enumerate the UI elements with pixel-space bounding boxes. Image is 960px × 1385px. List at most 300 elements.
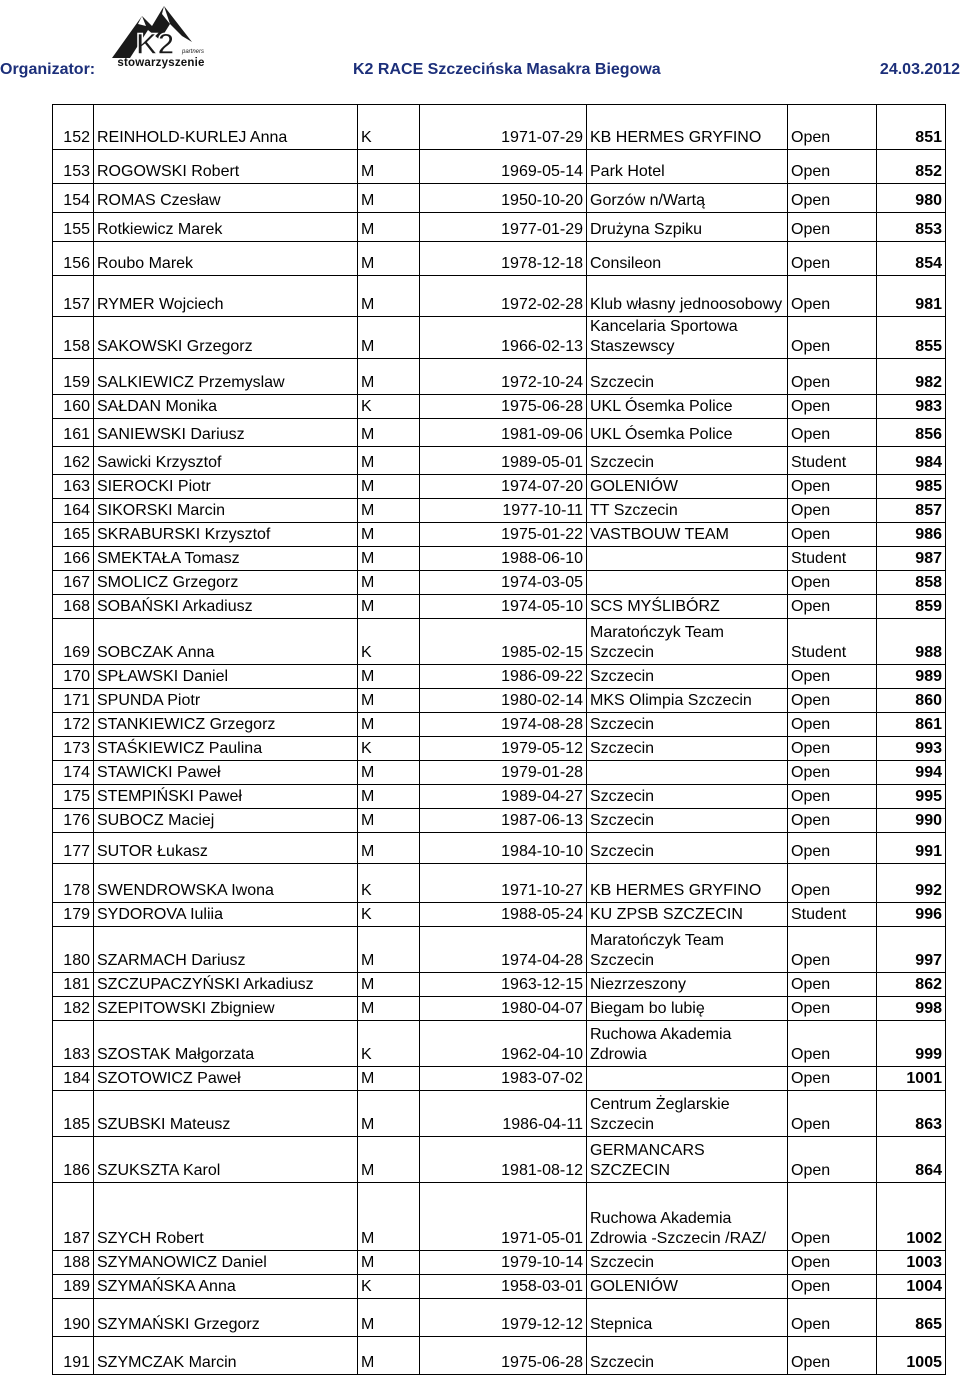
club-name: MKS Olimpia Szczecin xyxy=(587,689,788,713)
birth-date: 1975-01-22 xyxy=(420,523,587,547)
competitor-name: SMEKTAŁA Tomasz xyxy=(94,547,358,571)
birth-date: 1979-12-12 xyxy=(420,1299,587,1337)
competitor-sex: M xyxy=(358,317,420,359)
competitor-name: SAŁDAN Monika xyxy=(94,395,358,419)
club-name: GOLENIÓW xyxy=(587,475,788,499)
competitor-name: SMOLICZ Grzegorz xyxy=(94,571,358,595)
category: Open xyxy=(788,785,877,809)
table-row xyxy=(53,973,946,997)
start-number: 863 xyxy=(877,1091,946,1137)
club-name: Szczecin xyxy=(587,833,788,864)
birth-date: 1972-02-28 xyxy=(420,276,587,317)
competitor-name: STEMPIŃSKI Paweł xyxy=(94,785,358,809)
club-name: Centrum Żeglarskie Szczecin xyxy=(587,1091,788,1137)
category: Open xyxy=(788,1021,877,1067)
competitor-sex: M xyxy=(358,833,420,864)
results-table xyxy=(52,104,946,1375)
table-row xyxy=(53,1299,946,1337)
row-number: 191 xyxy=(53,1337,94,1375)
birth-date: 1974-03-05 xyxy=(420,571,587,595)
table-row xyxy=(53,1091,946,1137)
competitor-name: ROMAS Czesław xyxy=(94,184,358,213)
start-number: 986 xyxy=(877,523,946,547)
competitor-name: SALKIEWICZ Przemyslaw xyxy=(94,359,358,395)
competitor-sex: M xyxy=(358,1251,420,1275)
table-row xyxy=(53,833,946,864)
table-row xyxy=(53,213,946,242)
birth-date: 1975-06-28 xyxy=(420,1337,587,1375)
category: Open xyxy=(788,1251,877,1275)
table-row xyxy=(53,1275,946,1299)
results-rows xyxy=(53,105,946,1375)
start-number: 996 xyxy=(877,903,946,927)
start-number: 862 xyxy=(877,973,946,997)
competitor-sex: M xyxy=(358,689,420,713)
club-name: Maratończyk Team Szczecin xyxy=(587,927,788,973)
competitor-sex: M xyxy=(358,1299,420,1337)
table-row xyxy=(53,1067,946,1091)
row-number: 154 xyxy=(53,184,94,213)
birth-date: 1974-04-28 xyxy=(420,927,587,973)
category: Open xyxy=(788,276,877,317)
category: Open xyxy=(788,689,877,713)
start-number: 982 xyxy=(877,359,946,395)
club-name: GERMANCARS SZCZECIN xyxy=(587,1137,788,1183)
birth-date: 1986-09-22 xyxy=(420,665,587,689)
row-number: 158 xyxy=(53,317,94,359)
competitor-name: REINHOLD-KURLEJ Anna xyxy=(94,105,358,150)
category: Open xyxy=(788,571,877,595)
birth-date: 1974-05-10 xyxy=(420,595,587,619)
row-number: 186 xyxy=(53,1137,94,1183)
start-number: 990 xyxy=(877,809,946,833)
birth-date: 1979-01-28 xyxy=(420,761,587,785)
competitor-name: Sawicki Krzysztof xyxy=(94,447,358,475)
start-number: 994 xyxy=(877,761,946,785)
competitor-sex: M xyxy=(358,1091,420,1137)
birth-date: 1981-08-12 xyxy=(420,1137,587,1183)
start-number: 865 xyxy=(877,1299,946,1337)
club-name: Szczecin xyxy=(587,359,788,395)
competitor-name: STAWICKI Paweł xyxy=(94,761,358,785)
table-row xyxy=(53,619,946,665)
row-number: 189 xyxy=(53,1275,94,1299)
competitor-sex: M xyxy=(358,1183,420,1251)
row-number: 167 xyxy=(53,571,94,595)
start-number: 987 xyxy=(877,547,946,571)
competitor-sex: M xyxy=(358,595,420,619)
club-name: Szczecin xyxy=(587,737,788,761)
table-row xyxy=(53,1337,946,1375)
competitor-name: SAKOWSKI Grzegorz xyxy=(94,317,358,359)
event-date: 24.03.2012 xyxy=(879,61,960,78)
row-number: 153 xyxy=(53,150,94,184)
category: Open xyxy=(788,1299,877,1337)
birth-date: 1987-06-13 xyxy=(420,809,587,833)
category: Open xyxy=(788,1091,877,1137)
row-number: 181 xyxy=(53,973,94,997)
table-row xyxy=(53,447,946,475)
row-number: 183 xyxy=(53,1021,94,1067)
category: Open xyxy=(788,419,877,447)
competitor-sex: M xyxy=(358,276,420,317)
competitor-name: SZYMANOWICZ Daniel xyxy=(94,1251,358,1275)
competitor-name: SIKORSKI Marcin xyxy=(94,499,358,523)
table-row xyxy=(53,737,946,761)
club-name: Kancelaria Sportowa Staszewscy xyxy=(587,317,788,359)
start-number: 989 xyxy=(877,665,946,689)
birth-date: 1963-12-15 xyxy=(420,973,587,997)
category: Open xyxy=(788,1337,877,1375)
row-number: 163 xyxy=(53,475,94,499)
category: Open xyxy=(788,595,877,619)
club-name: Niezrzeszony xyxy=(587,973,788,997)
birth-date: 1979-05-12 xyxy=(420,737,587,761)
competitor-sex: M xyxy=(358,571,420,595)
birth-date: 1980-02-14 xyxy=(420,689,587,713)
row-number: 156 xyxy=(53,242,94,276)
competitor-sex: M xyxy=(358,523,420,547)
start-number: 980 xyxy=(877,184,946,213)
organizer-label: Organizator: xyxy=(0,61,96,78)
row-number: 182 xyxy=(53,997,94,1021)
birth-date: 1985-02-15 xyxy=(420,619,587,665)
category: Open xyxy=(788,359,877,395)
logo-subtitle: stowarzyszenie xyxy=(117,57,205,69)
competitor-name: SANIEWSKI Dariusz xyxy=(94,419,358,447)
table-row xyxy=(53,242,946,276)
club-name: KB HERMES GRYFINO xyxy=(587,864,788,903)
start-number: 1004 xyxy=(877,1275,946,1299)
table-row xyxy=(53,499,946,523)
table-row xyxy=(53,997,946,1021)
competitor-sex: K xyxy=(358,1021,420,1067)
birth-date: 1979-10-14 xyxy=(420,1251,587,1275)
club-name: Ruchowa Akademia Zdrowia -Szczecin /RAZ/ xyxy=(587,1183,788,1251)
competitor-sex: M xyxy=(358,665,420,689)
club-name: Szczecin xyxy=(587,447,788,475)
competitor-sex: M xyxy=(358,475,420,499)
competitor-sex: M xyxy=(358,1137,420,1183)
competitor-name: SOBCZAK Anna xyxy=(94,619,358,665)
category: Open xyxy=(788,809,877,833)
competitor-name: SWENDROWSKA Iwona xyxy=(94,864,358,903)
club-name: Gorzów n/Wartą xyxy=(587,184,788,213)
table-row xyxy=(53,927,946,973)
start-number: 998 xyxy=(877,997,946,1021)
start-number: 1005 xyxy=(877,1337,946,1375)
competitor-sex: M xyxy=(358,242,420,276)
competitor-sex: M xyxy=(358,809,420,833)
category: Open xyxy=(788,737,877,761)
competitor-sex: M xyxy=(358,1337,420,1375)
competitor-name: SZYMAŃSKI Grzegorz xyxy=(94,1299,358,1337)
birth-date: 1984-10-10 xyxy=(420,833,587,864)
club-name: Szczecin xyxy=(587,665,788,689)
start-number: 860 xyxy=(877,689,946,713)
table-row xyxy=(53,1251,946,1275)
start-number: 853 xyxy=(877,213,946,242)
category: Open xyxy=(788,1183,877,1251)
start-number: 851 xyxy=(877,105,946,150)
competitor-name: STAŚKIEWICZ Paulina xyxy=(94,737,358,761)
row-number: 188 xyxy=(53,1251,94,1275)
table-row xyxy=(53,864,946,903)
competitor-sex: M xyxy=(358,419,420,447)
start-number: 984 xyxy=(877,447,946,475)
start-number: 856 xyxy=(877,419,946,447)
table-row xyxy=(53,1021,946,1067)
competitor-name: SZYMAŃSKA Anna xyxy=(94,1275,358,1299)
row-number: 178 xyxy=(53,864,94,903)
birth-date: 1983-07-02 xyxy=(420,1067,587,1091)
start-number: 852 xyxy=(877,150,946,184)
birth-date: 1971-05-01 xyxy=(420,1183,587,1251)
category: Open xyxy=(788,499,877,523)
start-number: 1001 xyxy=(877,1067,946,1091)
category: Open xyxy=(788,475,877,499)
category: Open xyxy=(788,833,877,864)
competitor-name: SZUBSKI Mateusz xyxy=(94,1091,358,1137)
table-row xyxy=(53,184,946,213)
club-name xyxy=(587,571,788,595)
table-row xyxy=(53,1137,946,1183)
row-number: 175 xyxy=(53,785,94,809)
category: Open xyxy=(788,927,877,973)
birth-date: 1969-05-14 xyxy=(420,150,587,184)
start-number: 985 xyxy=(877,475,946,499)
birth-date: 1962-04-10 xyxy=(420,1021,587,1067)
competitor-name: SIEROCKI Piotr xyxy=(94,475,358,499)
svg-text:K2: K2 xyxy=(136,28,175,61)
category: Open xyxy=(788,213,877,242)
table-row xyxy=(53,761,946,785)
row-number: 190 xyxy=(53,1299,94,1337)
birth-date: 1950-10-20 xyxy=(420,184,587,213)
club-name: Szczecin xyxy=(587,809,788,833)
row-number: 160 xyxy=(53,395,94,419)
club-name: TT Szczecin xyxy=(587,499,788,523)
table-row xyxy=(53,359,946,395)
competitor-sex: K xyxy=(358,864,420,903)
competitor-sex: M xyxy=(358,213,420,242)
competitor-name: SZARMACH Dariusz xyxy=(94,927,358,973)
start-number: 861 xyxy=(877,713,946,737)
competitor-sex: M xyxy=(358,973,420,997)
page-header xyxy=(0,0,960,100)
club-name xyxy=(587,761,788,785)
competitor-sex: M xyxy=(358,184,420,213)
competitor-name: SZUKSZTA Karol xyxy=(94,1137,358,1183)
birth-date: 1974-07-20 xyxy=(420,475,587,499)
club-name: GOLENIÓW xyxy=(587,1275,788,1299)
category: Open xyxy=(788,184,877,213)
start-number: 1002 xyxy=(877,1183,946,1251)
start-number: 995 xyxy=(877,785,946,809)
start-number: 991 xyxy=(877,833,946,864)
start-number: 993 xyxy=(877,737,946,761)
start-number: 858 xyxy=(877,571,946,595)
row-number: 169 xyxy=(53,619,94,665)
table-row xyxy=(53,665,946,689)
start-number: 855 xyxy=(877,317,946,359)
club-name xyxy=(587,1067,788,1091)
category: Open xyxy=(788,864,877,903)
row-number: 162 xyxy=(53,447,94,475)
category: Open xyxy=(788,523,877,547)
row-number: 152 xyxy=(53,105,94,150)
row-number: 155 xyxy=(53,213,94,242)
logo-tag: partners xyxy=(182,49,205,55)
birth-date: 1974-08-28 xyxy=(420,713,587,737)
competitor-sex: K xyxy=(358,619,420,665)
category: Student xyxy=(788,619,877,665)
table-row xyxy=(53,571,946,595)
start-number: 1003 xyxy=(877,1251,946,1275)
start-number: 992 xyxy=(877,864,946,903)
row-number: 171 xyxy=(53,689,94,713)
row-number: 172 xyxy=(53,713,94,737)
category: Open xyxy=(788,242,877,276)
start-number: 997 xyxy=(877,927,946,973)
start-number: 988 xyxy=(877,619,946,665)
competitor-name: SZOSTAK Małgorzata xyxy=(94,1021,358,1067)
table-row xyxy=(53,785,946,809)
start-number: 857 xyxy=(877,499,946,523)
table-row xyxy=(53,689,946,713)
category: Open xyxy=(788,395,877,419)
table-row xyxy=(53,547,946,571)
competitor-name: SZCZUPACZYŃSKI Arkadiusz xyxy=(94,973,358,997)
table-row xyxy=(53,150,946,184)
birth-date: 1988-05-24 xyxy=(420,903,587,927)
row-number: 174 xyxy=(53,761,94,785)
row-number: 179 xyxy=(53,903,94,927)
competitor-name: STANKIEWICZ Grzegorz xyxy=(94,713,358,737)
competitor-name: SZYCH Robert xyxy=(94,1183,358,1251)
row-number: 157 xyxy=(53,276,94,317)
club-name: Drużyna Szpiku xyxy=(587,213,788,242)
row-number: 161 xyxy=(53,419,94,447)
club-name: Szczecin xyxy=(587,1251,788,1275)
competitor-sex: M xyxy=(358,927,420,973)
competitor-sex: M xyxy=(358,761,420,785)
birth-date: 1986-04-11 xyxy=(420,1091,587,1137)
table-row xyxy=(53,395,946,419)
table-row xyxy=(53,475,946,499)
club-name: Park Hotel xyxy=(587,150,788,184)
club-name: Szczecin xyxy=(587,785,788,809)
table-row xyxy=(53,713,946,737)
category: Open xyxy=(788,761,877,785)
birth-date: 1971-07-29 xyxy=(420,105,587,150)
category: Student xyxy=(788,447,877,475)
birth-date: 1977-10-11 xyxy=(420,499,587,523)
club-name: KB HERMES GRYFINO xyxy=(587,105,788,150)
competitor-name: SKRABURSKI Krzysztof xyxy=(94,523,358,547)
category: Open xyxy=(788,1067,877,1091)
competitor-name: SUTOR Łukasz xyxy=(94,833,358,864)
competitor-name: SYDOROVA Iuliia xyxy=(94,903,358,927)
row-number: 185 xyxy=(53,1091,94,1137)
club-name: KU ZPSB SZCZECIN xyxy=(587,903,788,927)
row-number: 173 xyxy=(53,737,94,761)
birth-date: 1966-02-13 xyxy=(420,317,587,359)
club-name: Stepnica xyxy=(587,1299,788,1337)
birth-date: 1978-12-18 xyxy=(420,242,587,276)
birth-date: 1988-06-10 xyxy=(420,547,587,571)
competitor-sex: M xyxy=(358,785,420,809)
birth-date: 1971-10-27 xyxy=(420,864,587,903)
birth-date: 1989-05-01 xyxy=(420,447,587,475)
competitor-sex: M xyxy=(358,359,420,395)
club-name: UKL Ósemka Police xyxy=(587,419,788,447)
competitor-name: SPUNDA Piotr xyxy=(94,689,358,713)
table-row xyxy=(53,595,946,619)
competitor-sex: K xyxy=(358,395,420,419)
competitor-name: SZOTOWICZ Paweł xyxy=(94,1067,358,1091)
birth-date: 1980-04-07 xyxy=(420,997,587,1021)
competitor-name: SZEPITOWSKI Zbigniew xyxy=(94,997,358,1021)
category: Open xyxy=(788,150,877,184)
competitor-sex: M xyxy=(358,997,420,1021)
competitor-sex: K xyxy=(358,1275,420,1299)
club-name: UKL Ósemka Police xyxy=(587,395,788,419)
competitor-name: ROGOWSKI Robert xyxy=(94,150,358,184)
competitor-sex: K xyxy=(358,737,420,761)
birth-date: 1989-04-27 xyxy=(420,785,587,809)
competitor-name: SZYMCZAK Marcin xyxy=(94,1337,358,1375)
row-number: 170 xyxy=(53,665,94,689)
category: Open xyxy=(788,317,877,359)
competitor-name: Rotkiewicz Marek xyxy=(94,213,358,242)
club-name: VASTBOUW TEAM xyxy=(587,523,788,547)
category: Open xyxy=(788,665,877,689)
organizer-logo xyxy=(108,2,214,78)
category: Student xyxy=(788,547,877,571)
competitor-sex: M xyxy=(358,1067,420,1091)
table-row xyxy=(53,1183,946,1251)
table-row xyxy=(53,317,946,359)
row-number: 159 xyxy=(53,359,94,395)
start-number: 859 xyxy=(877,595,946,619)
club-name: SCS MYŚLIBÓRZ xyxy=(587,595,788,619)
category: Student xyxy=(788,903,877,927)
start-number: 864 xyxy=(877,1137,946,1183)
row-number: 180 xyxy=(53,927,94,973)
competitor-sex: K xyxy=(358,903,420,927)
birth-date: 1977-01-29 xyxy=(420,213,587,242)
start-number: 999 xyxy=(877,1021,946,1067)
start-number: 854 xyxy=(877,242,946,276)
row-number: 187 xyxy=(53,1183,94,1251)
row-number: 166 xyxy=(53,547,94,571)
competitor-name: Roubo Marek xyxy=(94,242,358,276)
club-name: Ruchowa Akademia Zdrowia xyxy=(587,1021,788,1067)
table-row xyxy=(53,523,946,547)
club-name xyxy=(587,547,788,571)
row-number: 164 xyxy=(53,499,94,523)
competitor-name: RYMER Wojciech xyxy=(94,276,358,317)
club-name: Maratończyk Team Szczecin xyxy=(587,619,788,665)
club-name: Szczecin xyxy=(587,1337,788,1375)
start-number: 983 xyxy=(877,395,946,419)
table-row xyxy=(53,419,946,447)
birth-date: 1972-10-24 xyxy=(420,359,587,395)
birth-date: 1981-09-06 xyxy=(420,419,587,447)
competitor-sex: M xyxy=(358,713,420,737)
club-name: Consileon xyxy=(587,242,788,276)
